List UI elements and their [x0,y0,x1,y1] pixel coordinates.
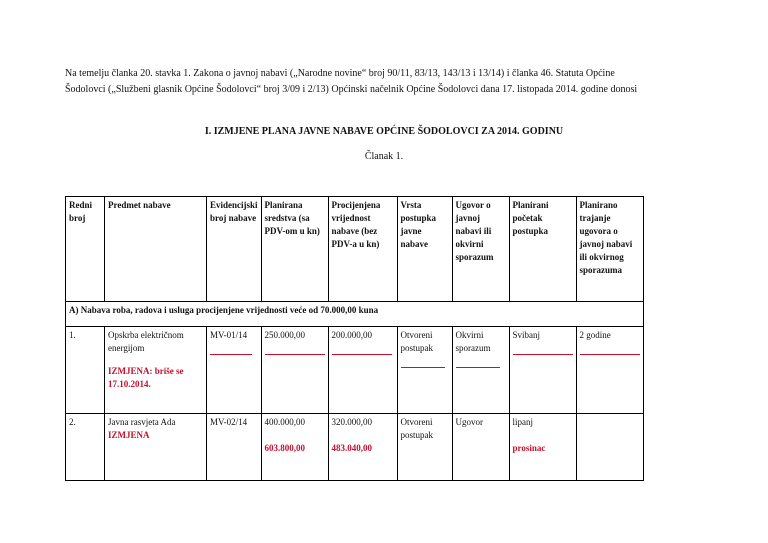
cell-subject [105,414,207,481]
cell-procedure: Otvoreni postupak [397,414,452,481]
cell-subject [105,327,207,414]
start-new-value: prosinac [512,443,546,453]
header-cell-no: Redni broj [66,197,105,302]
planned-new-value: 603.800,00 [264,443,306,453]
start-text: lipanj [512,417,534,427]
cell-evid: MV-02/14 [207,414,262,481]
header-cell-planned: Planirana sredstva (sa PDV-om u kn) [261,197,328,302]
cell-planned [261,327,328,414]
deletion-line [456,367,500,368]
deletion-line [401,367,445,368]
procedure-text: Otvoreni postupak [400,330,434,353]
duration-text: 2 godine [579,330,611,340]
cell-estimated [328,414,397,481]
cell-planned [261,414,328,481]
evid-text: MV-01/14 [210,330,248,340]
deletion-line [580,354,640,355]
header-cell-start: Planirani početak postupka [509,197,576,302]
article-number: Članak 1. [364,151,404,162]
document-heading: I. IZMJENE PLANA JAVNE NABAVE OPĆINE ŠODOLOVCI ZA 2014. GODINU [204,126,564,137]
cell-contract: Ugovor [452,414,509,481]
cell-evid [207,327,262,414]
header-cell-duration: Planirano trajanje ugovora o javnoj nabavi ili okvirnog sporazuma [576,197,643,302]
cell-duration [576,327,643,414]
procurement-plan-table [65,196,644,481]
subject-text: Javna rasvjeta Ada [108,417,176,427]
change-note: IZMJENA: briše se 17.10.2014. [108,366,184,389]
header-cell-estimated: Procijenjena vrijednost nabave (bez PDV-a u kn) [328,197,397,302]
deletion-line [513,354,573,355]
subject-text: Opskrba električnom energijom [108,330,184,353]
deletion-line [332,354,392,355]
cell-contract [452,327,509,414]
table-row [66,414,644,481]
header-cell-subject: Predmet nabave [105,197,207,302]
cell-procedure [397,327,452,414]
planned-text: 400.000,00 [264,417,306,427]
table-row [66,327,644,414]
estimated-text: 200.000,00 [331,330,373,340]
cell-start [509,414,576,481]
deletion-line [265,354,325,355]
start-text: Svibanj [512,330,541,340]
estimated-new-value: 483.040,00 [331,443,373,453]
cell-no: 1. [66,327,105,414]
intro-line-2: Šodolovci („Službeni glasnik Općine Šodolovci“ broj 3/09 i 2/13) Općinski načelnik Općine Šodolovci dana 17. listopada 2014. godine donosi [65,84,638,95]
cell-estimated [328,327,397,414]
section-a-label: A) Nabava roba, radova i usluga procijenjene vrijednosti veće od 70.000,00 kuna [66,302,644,327]
deletion-line [210,354,252,355]
contract-text: Okvirni sporazum [455,330,491,353]
cell-no: 2. [66,414,105,481]
cell-start [509,327,576,414]
estimated-text: 320.000,00 [331,417,373,427]
cell-duration [576,414,643,481]
header-cell-contract: Ugovor o javnoj nabavi ili okvirni sporazum [452,197,509,302]
section-a-row [66,302,644,327]
planned-text: 250.000,00 [264,330,306,340]
legal-basis-paragraph [65,66,675,98]
intro-line-1: Na temelju članka 20. stavka 1. Zakona o javnoj nabavi („Narodne novine“ broj 90/11, 83/13, 143/13 i 13/14) i članka 46. Statuta Općine [65,68,615,79]
header-cell-evid: Evidencijski broj nabave [207,197,262,302]
change-note: IZMJENA [108,430,150,440]
table-header-row [66,197,644,302]
header-cell-procedure: Vrsta postupka javne nabave [397,197,452,302]
